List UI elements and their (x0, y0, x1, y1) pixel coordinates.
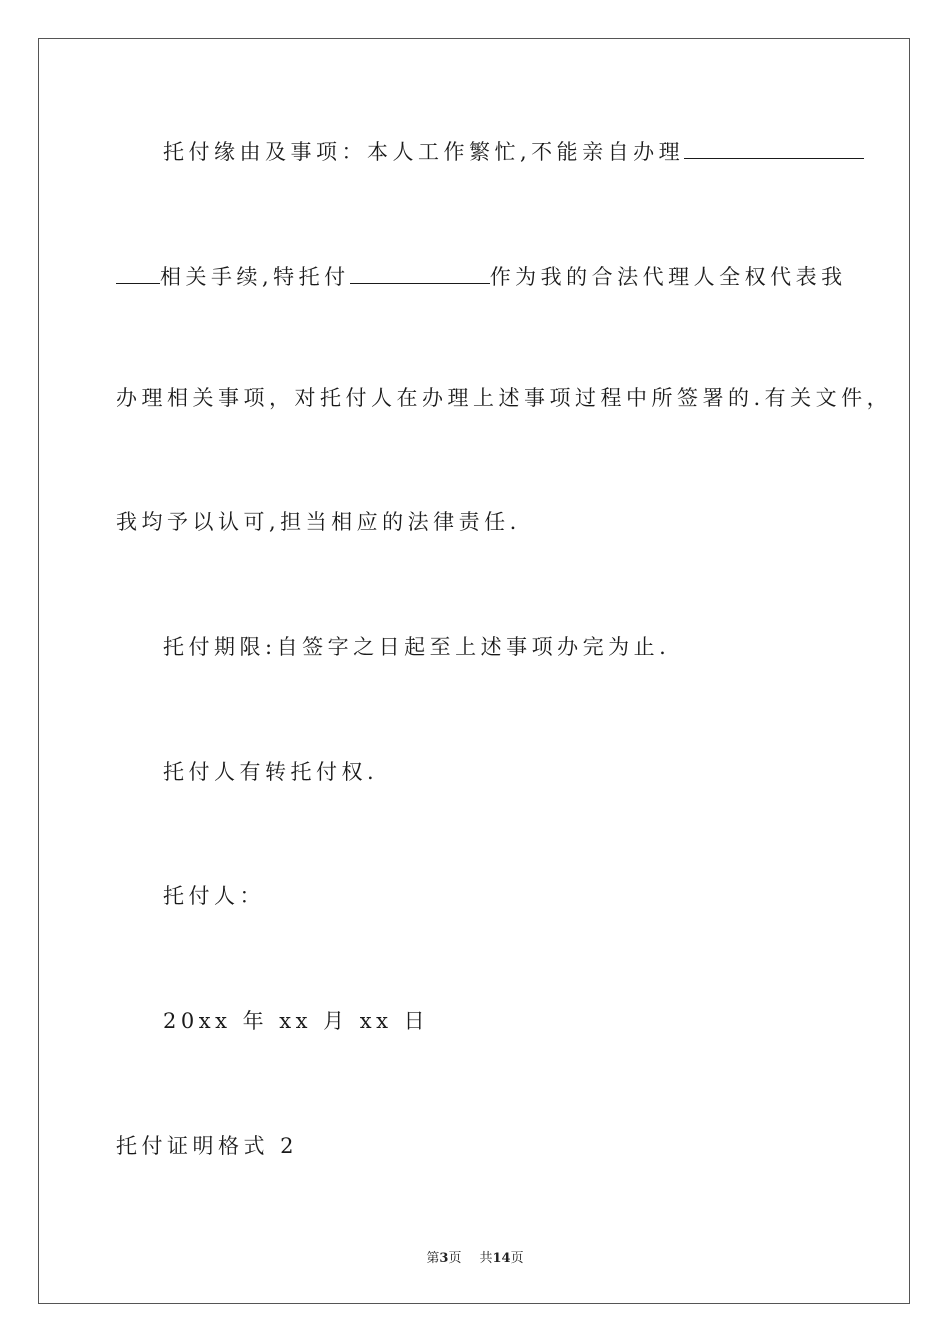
total-pages: 14 (492, 1251, 511, 1266)
blank-field-matter[interactable] (684, 136, 864, 159)
section-heading (116, 1132, 298, 1160)
paragraph-line-liability (116, 508, 521, 536)
paragraph-retransfer (163, 758, 378, 786)
page-border (38, 38, 910, 1304)
total-prefix: 共 (479, 1251, 493, 1266)
date-line (163, 1007, 429, 1035)
blank-field-agent-name[interactable] (350, 261, 490, 284)
date-text: 20xx 年 xx 月 xx 日 (163, 1009, 430, 1033)
term-text: 托付期限:自签字之日起至上述事项办完为止. (163, 635, 671, 659)
liability-text: 我均予以认可,担当相应的法律责任. (116, 510, 521, 534)
paragraph-line-reason (163, 136, 864, 166)
documents-text: 办理相关事项，对托付人在办理上述事项过程中所签署的.有关文件， (116, 386, 893, 410)
section-heading-text: 托付证明格式 2 (116, 1134, 299, 1158)
principal-text: 托付人： (163, 884, 265, 908)
procedures-text: 相关手续,特托付 (160, 265, 350, 289)
agent-text: 作为我的合法代理人全权代表我 (489, 265, 847, 289)
page-prefix: 第 (426, 1251, 440, 1266)
page-footer (0, 1247, 950, 1266)
reason-text: 托付缘由及事项：本人工作繁忙,不能亲自办理 (163, 140, 685, 164)
paragraph-line-agent (116, 261, 847, 291)
page-suffix: 页 (448, 1251, 462, 1266)
blank-field-matter-continued[interactable] (116, 261, 160, 284)
paragraph-term (163, 633, 670, 661)
total-suffix: 页 (510, 1251, 524, 1266)
principal-signature-label (163, 882, 265, 910)
paragraph-line-documents (116, 384, 892, 412)
retransfer-text: 托付人有转托付权. (163, 760, 379, 784)
page-number: 3 (439, 1251, 449, 1266)
